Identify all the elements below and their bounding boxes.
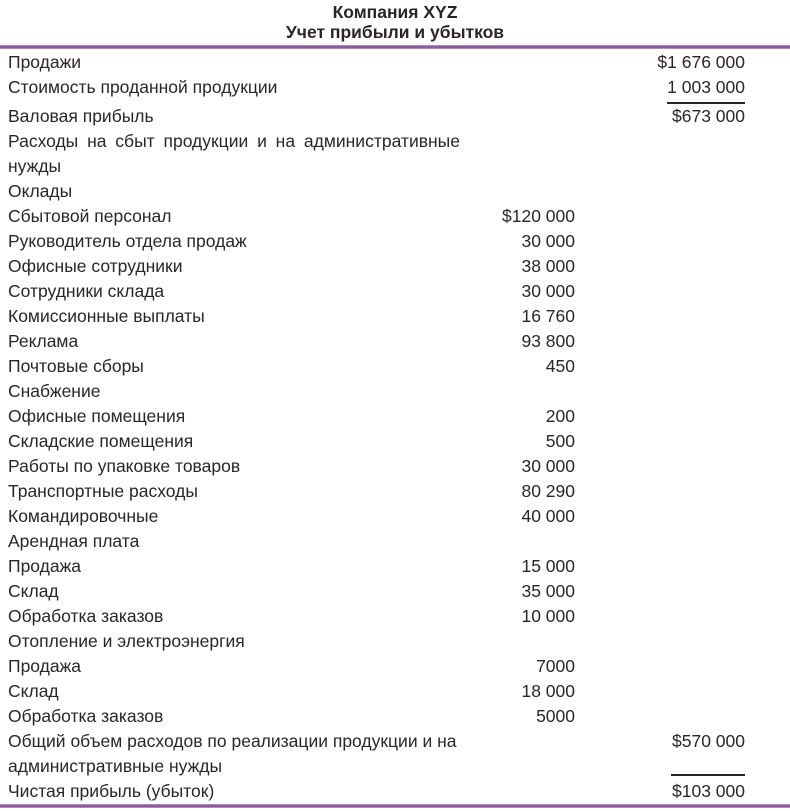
table-row (0, 429, 790, 454)
amount: 7000 (536, 656, 575, 676)
row-label: Отопление и электроэнергия (8, 631, 245, 651)
table-row (0, 254, 790, 279)
table-row (0, 479, 790, 504)
amount: 93 800 (521, 331, 575, 351)
table-row (0, 50, 790, 75)
row-label: Обработка заказов (8, 706, 164, 726)
row-label: Сотрудники склада (8, 281, 165, 301)
table-row (0, 654, 790, 679)
row-label: Реклама (8, 331, 79, 351)
row-detail-amount (460, 429, 575, 454)
table-row (0, 354, 790, 379)
row-total-amount (575, 104, 790, 129)
subtotal-rule (671, 774, 745, 776)
row-label: Руководитель отдела продаж (8, 231, 247, 251)
table-row (0, 729, 790, 779)
row-detail-amount (460, 279, 575, 304)
document-header (0, 2, 790, 42)
row-detail-amount (460, 554, 575, 579)
row-detail-amount (460, 579, 575, 604)
row-detail-amount (460, 229, 575, 254)
table-row (0, 204, 790, 229)
row-label: Сбытовой персонал (8, 206, 172, 226)
statement-title: Учет прибыли и убытков (285, 22, 505, 42)
row-label: Расходы на сбыт продукции и на административные нужды (8, 131, 460, 176)
table-row (0, 779, 790, 804)
row-label: Валовая прибыль (8, 106, 154, 126)
row-label: Чистая прибыль (убыток) (8, 781, 215, 801)
table-row (0, 529, 790, 554)
table-row (0, 604, 790, 629)
amount: 16 760 (521, 306, 575, 326)
row-label: Склад (8, 681, 59, 701)
amount: 5000 (536, 706, 575, 726)
row-detail-amount (460, 654, 575, 679)
table-row (0, 704, 790, 729)
company-title: Компания XYZ (332, 2, 458, 22)
row-label: Склад (8, 581, 59, 601)
amount: 30 000 (521, 281, 575, 301)
row-label: Транспортные расходы (8, 481, 198, 501)
row-label: Продажи (8, 52, 82, 72)
amount: 80 290 (521, 481, 575, 501)
row-detail-amount (460, 679, 575, 704)
amount: $673 000 (672, 106, 745, 126)
row-detail-amount (460, 404, 575, 429)
amount: 30 000 (521, 456, 575, 476)
row-label: Складские помещения (8, 431, 194, 451)
row-total-amount (575, 75, 790, 104)
row-label: Продажа (8, 556, 82, 576)
amount: 450 (545, 356, 575, 376)
table-row (0, 454, 790, 479)
row-detail-amount (460, 604, 575, 629)
row-label: Комиссионные выплаты (8, 306, 205, 326)
footer-divider-rule (0, 804, 790, 808)
amount: $1 676 000 (657, 52, 745, 72)
table-row (0, 629, 790, 654)
table-row (0, 679, 790, 704)
row-label: Командировочные (8, 506, 159, 526)
row-total-amount (575, 729, 790, 779)
amount: 500 (545, 431, 575, 451)
row-detail-amount (460, 204, 575, 229)
row-label: Оклады (8, 181, 73, 201)
row-label: Продажа (8, 656, 82, 676)
row-detail-amount (460, 329, 575, 354)
table-row (0, 329, 790, 354)
row-label: Стоимость проданной продукции (8, 77, 278, 97)
amount: 38 000 (521, 256, 575, 276)
amount: 10 000 (521, 606, 575, 626)
row-detail-amount (460, 304, 575, 329)
amount: 40 000 (521, 506, 575, 526)
table-row (0, 75, 790, 104)
row-detail-amount (460, 454, 575, 479)
row-label: Снабжение (8, 381, 101, 401)
table-row (0, 579, 790, 604)
profit-loss-table (0, 49, 790, 804)
row-detail-amount (460, 254, 575, 279)
amount: 30 000 (521, 231, 575, 251)
row-detail-amount (460, 704, 575, 729)
amount: 15 000 (521, 556, 575, 576)
table-row (0, 179, 790, 204)
table-row (0, 229, 790, 254)
amount: $120 000 (502, 206, 575, 226)
row-total-amount (575, 50, 790, 75)
row-label: Офисные сотрудники (8, 256, 183, 276)
amount: 18 000 (521, 681, 575, 701)
row-label: Арендная плата (8, 531, 140, 551)
table-row (0, 304, 790, 329)
row-label: Общий объем расходов по реализации продукции и на административные нужды (8, 731, 457, 776)
row-detail-amount (460, 354, 575, 379)
row-detail-amount (460, 479, 575, 504)
table-row (0, 554, 790, 579)
amount: 35 000 (521, 581, 575, 601)
row-label: Обработка заказов (8, 606, 164, 626)
row-label: Офисные помещения (8, 406, 186, 426)
amount: $103 000 (672, 781, 745, 801)
table-row (0, 279, 790, 304)
table-row (0, 129, 790, 179)
table-row (0, 379, 790, 404)
amount: 200 (545, 406, 575, 426)
row-label: Почтовые сборы (8, 356, 144, 376)
row-label: Работы по упаковке товаров (8, 456, 241, 476)
table-row (0, 104, 790, 129)
row-total-amount (575, 779, 790, 804)
row-detail-amount (460, 504, 575, 529)
amount: $570 000 (672, 731, 745, 751)
table-row (0, 404, 790, 429)
amount: 1 003 000 (667, 75, 745, 104)
table-row (0, 504, 790, 529)
